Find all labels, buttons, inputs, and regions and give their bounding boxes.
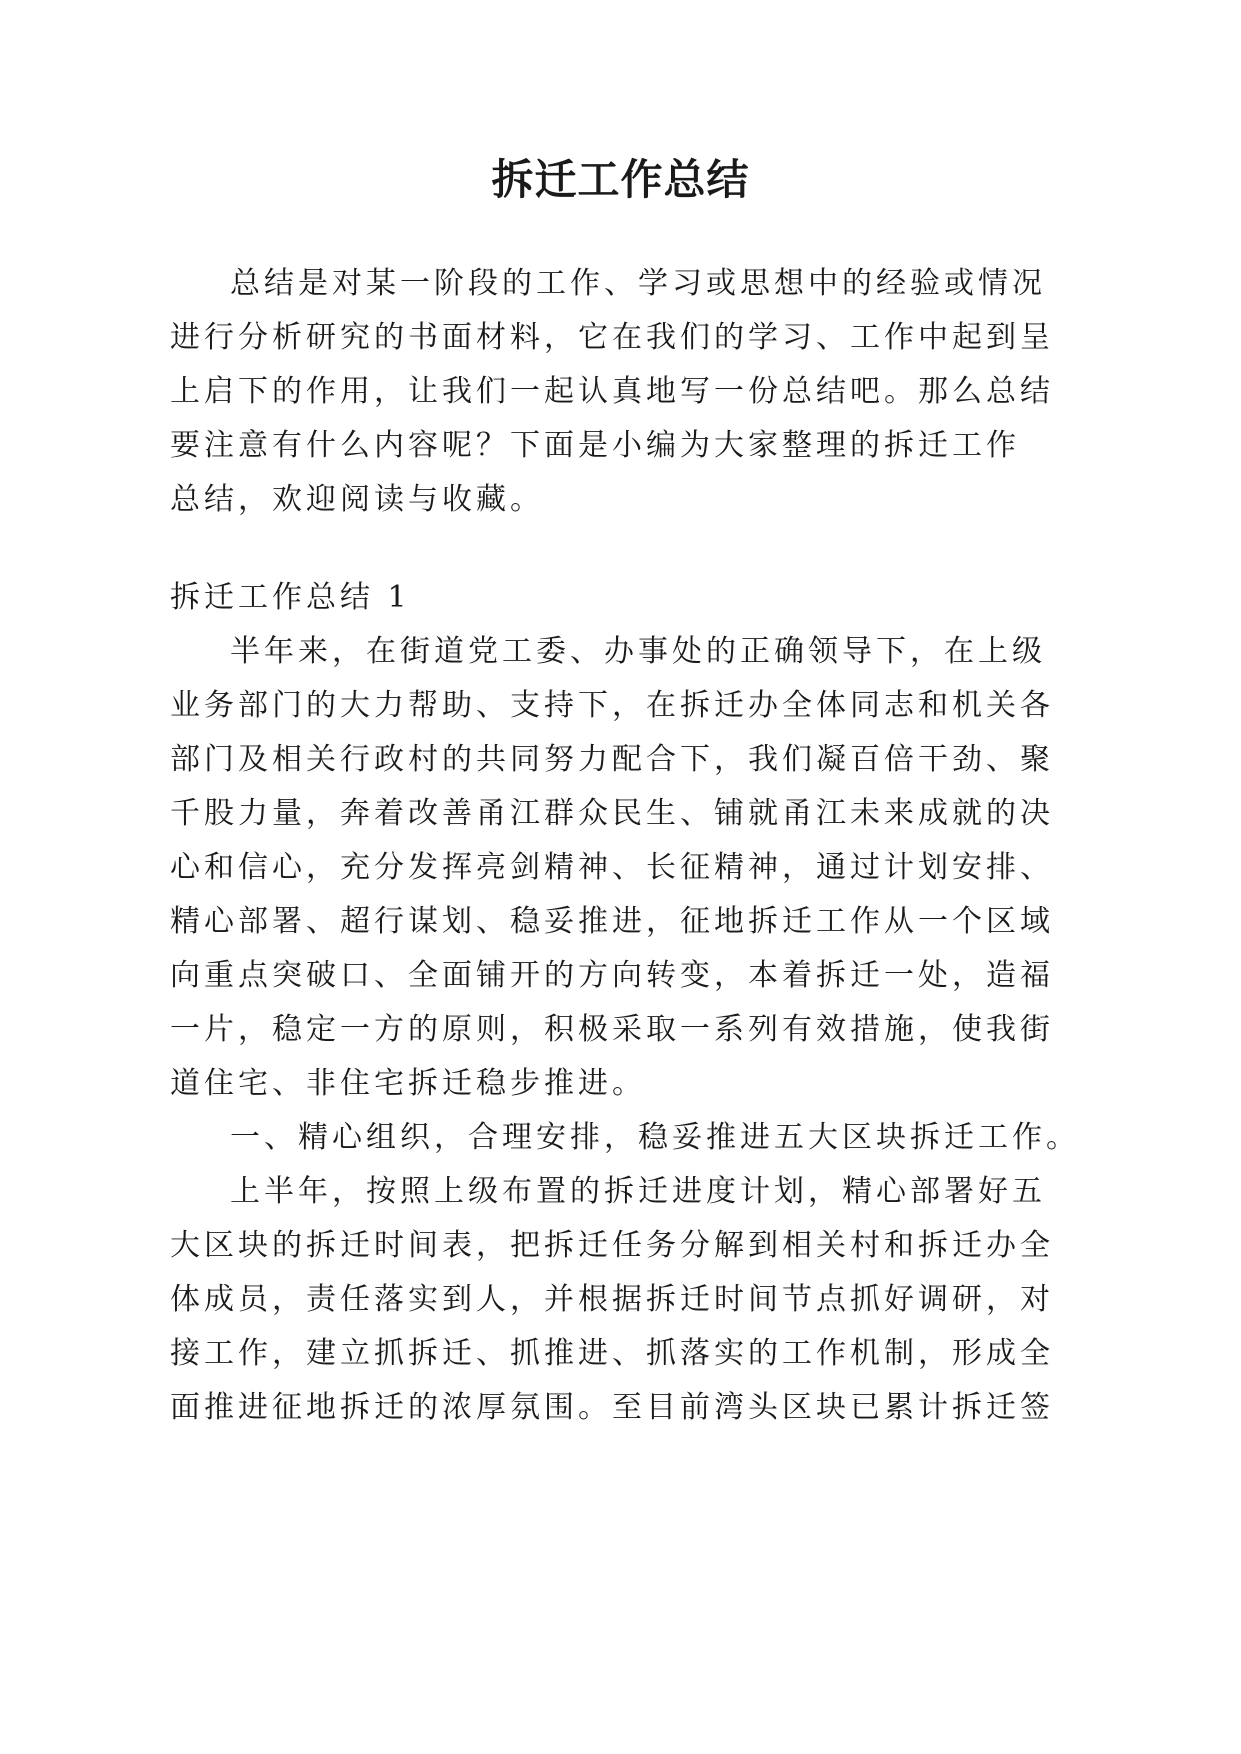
paragraph-line: 一片，稳定一方的原则，积极采取一系列有效措施，使我街 [170, 1012, 1054, 1047]
document-title: 拆迁工作总结 [491, 155, 750, 204]
paragraph-line: 业务部门的大力帮助、支持下，在拆迁办全体同志和机关各 [170, 688, 1054, 723]
paragraph-line: 心和信心，充分发挥亮剑精神、长征精神，通过计划安排、 [170, 850, 1054, 885]
paragraph-line: 半年来，在街道党工委、办事处的正确领导下，在上级 [230, 634, 1046, 669]
paragraph-line: 接工作，建立抓拆迁、抓推进、抓落实的工作机制，形成全 [170, 1336, 1054, 1371]
paragraph-line: 面推进征地拆迁的浓厚氛围。至目前湾头区块已累计拆迁签 [170, 1390, 1054, 1425]
intro-line: 要注意有什么内容呢？下面是小编为大家整理的拆迁工作 [170, 428, 1020, 463]
intro-line: 总结，欢迎阅读与收藏。 [170, 482, 544, 517]
paragraph-line: 道住宅、非住宅拆迁稳步推进。 [170, 1066, 646, 1101]
paragraph-line: 千股力量，奔着改善甬江群众民生、铺就甬江未来成就的决 [170, 796, 1054, 831]
subheading: 一、精心组织，合理安排，稳妥推进五大区块拆迁工作。 [230, 1120, 1080, 1155]
paragraph-line: 体成员，责任落实到人，并根据拆迁时间节点抓好调研，对 [170, 1282, 1054, 1317]
paragraph-line: 精心部署、超行谋划、稳妥推进，征地拆迁工作从一个区域 [170, 904, 1054, 939]
paragraph-line: 向重点突破口、全面铺开的方向转变，本着拆迁一处，造福 [170, 958, 1054, 993]
intro-line: 上启下的作用，让我们一起认真地写一份总结吧。那么总结 [170, 374, 1054, 409]
paragraph-line: 上半年，按照上级布置的拆迁进度计划，精心部署好五 [230, 1174, 1046, 1209]
section-heading: 拆迁工作总结 1 [170, 580, 411, 615]
intro-line: 进行分析研究的书面材料，它在我们的学习、工作中起到呈 [170, 320, 1054, 355]
paragraph-line: 大区块的拆迁时间表，把拆迁任务分解到相关村和拆迁办全 [170, 1228, 1054, 1263]
intro-line: 总结是对某一阶段的工作、学习或思想中的经验或情况 [230, 266, 1046, 301]
paragraph-line: 部门及相关行政村的共同努力配合下，我们凝百倍干劲、聚 [170, 742, 1054, 777]
